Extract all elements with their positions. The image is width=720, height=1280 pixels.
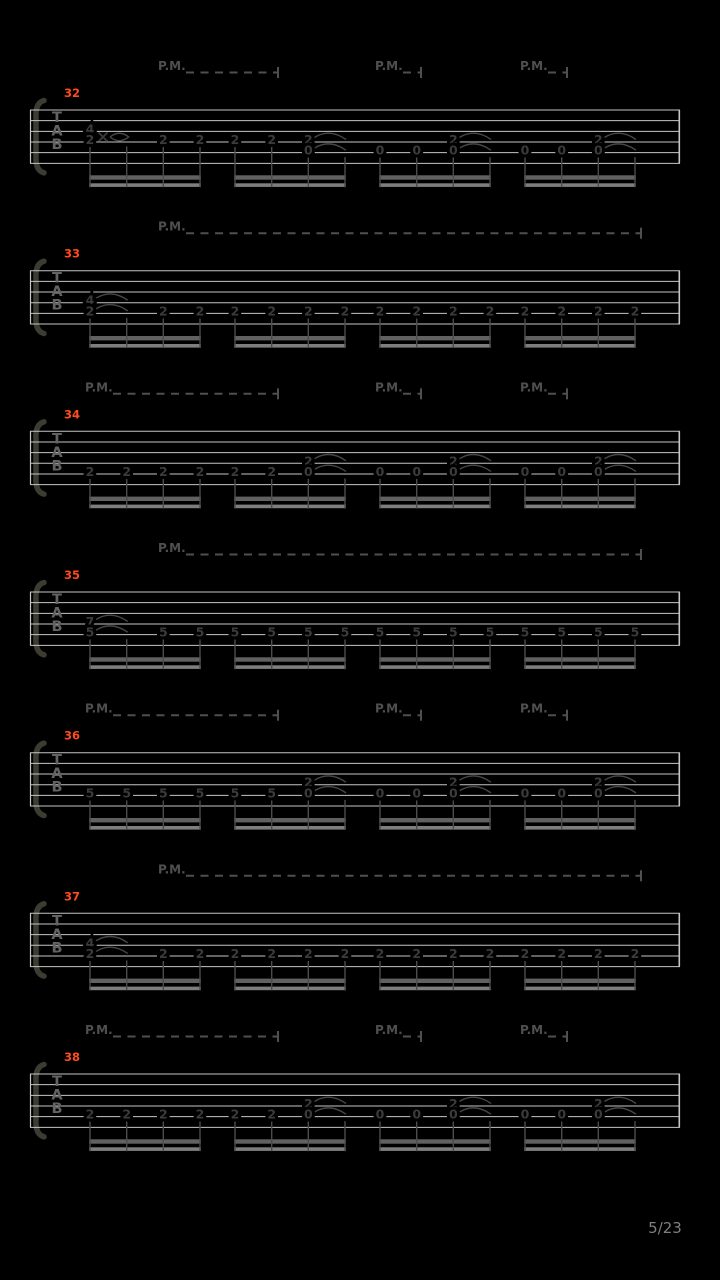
- beam-primary: [234, 979, 346, 983]
- tie-arc: [314, 465, 346, 471]
- beam-secondary: [524, 344, 636, 348]
- fret-number: 2: [230, 945, 240, 961]
- beam-secondary: [234, 665, 346, 669]
- fret-number: 0: [412, 463, 422, 479]
- fret-number: 5: [85, 624, 95, 640]
- fret-number: 0: [303, 463, 313, 479]
- fret-number: 2: [195, 463, 205, 479]
- beam-primary: [89, 175, 201, 179]
- fret-number: 2: [412, 303, 422, 319]
- fret-number: 2: [303, 1096, 313, 1111]
- fret-number: 5: [593, 624, 603, 640]
- tie-arc: [604, 133, 636, 139]
- fret-number: 2: [448, 453, 458, 469]
- tab-clef-letter: B: [51, 779, 63, 796]
- fret-number: 2: [195, 1106, 205, 1122]
- measure-number: 34: [64, 407, 81, 422]
- fret-number: 4: [85, 292, 95, 308]
- fret-number: 2: [158, 463, 168, 479]
- beam-primary: [379, 657, 491, 661]
- tab-clef-letter: B: [51, 137, 63, 153]
- tie-arc: [96, 294, 128, 300]
- fret-number: 2: [375, 303, 385, 319]
- palm-mute-label: P.M.: [375, 1023, 403, 1037]
- fret-number: 2: [122, 1106, 132, 1122]
- fret-number: 2: [448, 945, 458, 961]
- tab-staff-row: [30, 380, 680, 508]
- beam-secondary: [524, 183, 636, 187]
- tie-arc: [459, 133, 491, 139]
- tie-arc: [604, 455, 636, 461]
- fret-number: 2: [158, 303, 168, 319]
- tab-staff-row: [30, 59, 680, 187]
- tie-arc: [314, 133, 346, 139]
- palm-mute-label: P.M.: [375, 380, 403, 395]
- tie-arc: [314, 787, 346, 793]
- tie-arc: [96, 305, 128, 311]
- beam-secondary: [379, 665, 491, 669]
- fret-number: 5: [195, 624, 205, 640]
- fret-number: 0: [520, 785, 530, 801]
- fret-number: 2: [485, 945, 495, 961]
- fret-number: 2: [230, 303, 240, 319]
- beam-secondary: [234, 987, 346, 991]
- fret-number: 2: [520, 303, 530, 319]
- fret-number: 0: [593, 463, 603, 479]
- tie-arc: [314, 776, 346, 782]
- fret-number: 5: [85, 785, 95, 801]
- fret-number: 4: [85, 121, 95, 137]
- beam-secondary: [89, 665, 201, 669]
- tie-arc: [96, 626, 128, 632]
- tab-clef-letter: A: [51, 1087, 63, 1104]
- beam-secondary: [379, 1147, 491, 1151]
- beam-primary: [379, 336, 491, 340]
- fret-number: 5: [485, 624, 495, 640]
- tab-clef-letter: B: [51, 297, 63, 314]
- tab-staff-row: [30, 220, 680, 348]
- fret-number: 0: [448, 142, 458, 158]
- fret-number: 5: [122, 785, 132, 801]
- beam-secondary: [89, 1147, 201, 1151]
- palm-mute-label: P.M.: [520, 380, 548, 395]
- tie-arc: [314, 455, 346, 461]
- fret-number: 2: [122, 463, 132, 479]
- fret-number: 2: [158, 1106, 168, 1122]
- beam-primary: [524, 657, 636, 661]
- fret-number: 0: [520, 1106, 530, 1122]
- fret-number: 0: [593, 1106, 603, 1122]
- tie-arc: [604, 465, 636, 471]
- beam-primary: [379, 979, 491, 983]
- beam-primary: [89, 657, 201, 661]
- beam-secondary: [524, 987, 636, 991]
- palm-mute-label: P.M.: [158, 59, 186, 73]
- fret-number: 2: [303, 774, 313, 790]
- beam-primary: [524, 497, 636, 501]
- tab-clef-letter: T: [52, 913, 62, 930]
- fret-number: 5: [195, 785, 205, 801]
- tab-clef-letter: B: [51, 940, 63, 957]
- fret-number: 5: [375, 624, 385, 640]
- fret-number: 0: [448, 1106, 458, 1122]
- fret-number: 7: [85, 614, 95, 629]
- fret-number: 2: [303, 453, 313, 469]
- tie-arc: [96, 947, 128, 953]
- fret-number: 5: [412, 624, 422, 640]
- system-bracket: [36, 743, 44, 815]
- fret-number: 0: [375, 785, 385, 801]
- fret-number: 0: [520, 142, 530, 158]
- fret-number: 2: [448, 303, 458, 319]
- system-bracket: [36, 422, 44, 494]
- beam-secondary: [379, 344, 491, 348]
- tab-staff-row: [30, 1023, 680, 1151]
- fret-number: 2: [303, 945, 313, 961]
- system-bracket: [36, 904, 44, 976]
- tie-arc: [459, 144, 491, 150]
- fret-number: 5: [230, 624, 240, 640]
- measure-number: 36: [64, 728, 81, 743]
- fret-number: 2: [195, 132, 205, 147]
- system-bracket: [36, 101, 44, 173]
- beam-primary: [524, 175, 636, 179]
- beam-secondary: [379, 183, 491, 187]
- beam-secondary: [379, 826, 491, 830]
- fret-number: 2: [158, 132, 168, 147]
- page-indicator: 5/23: [648, 1219, 682, 1237]
- palm-mute-label: P.M.: [520, 1023, 548, 1037]
- fret-number: 2: [593, 1096, 603, 1111]
- fret-number: 5: [520, 624, 530, 640]
- fret-number: 2: [630, 945, 640, 961]
- fret-number: 5: [230, 785, 240, 801]
- tie-arc: [314, 1097, 346, 1103]
- fret-number: 2: [303, 303, 313, 319]
- system-bracket: [36, 583, 44, 655]
- tab-clef-letter: B: [51, 1101, 63, 1117]
- fret-number: 2: [593, 132, 603, 147]
- fret-number: 0: [303, 142, 313, 158]
- tie-arc: [459, 465, 491, 471]
- measure-number: 32: [64, 86, 81, 100]
- tie-arc: [314, 144, 346, 150]
- fret-number: 0: [557, 1106, 567, 1122]
- beam-primary: [89, 336, 201, 340]
- fret-number: 2: [267, 303, 277, 319]
- tab-staff-row: [30, 862, 680, 990]
- tab-clef-letter: A: [51, 926, 63, 943]
- fret-number: 2: [557, 303, 567, 319]
- tie-arc: [604, 787, 636, 793]
- beam-secondary: [234, 183, 346, 187]
- beam-secondary: [234, 1147, 346, 1151]
- fret-number: 2: [230, 132, 240, 147]
- beam-secondary: [524, 505, 636, 509]
- beam-secondary: [89, 826, 201, 830]
- beam-primary: [89, 1139, 201, 1143]
- beam-secondary: [89, 183, 201, 187]
- beam-primary: [379, 497, 491, 501]
- fret-number: 0: [593, 785, 603, 801]
- beam-primary: [524, 336, 636, 340]
- fret-number: 5: [448, 624, 458, 640]
- tie-arc: [459, 1097, 491, 1103]
- fret-number: 2: [593, 774, 603, 790]
- beam-primary: [379, 1139, 491, 1143]
- palm-mute-label: P.M.: [85, 1023, 113, 1037]
- tab-clef-letter: A: [51, 444, 63, 461]
- fret-number: 2: [557, 945, 567, 961]
- beam-primary: [89, 979, 201, 983]
- measure-number: 33: [64, 246, 81, 261]
- fret-number: 0: [448, 785, 458, 801]
- beam-primary: [234, 1139, 346, 1143]
- fret-number: 5: [158, 785, 168, 801]
- fret-number: 5: [340, 624, 350, 640]
- fret-number: 0: [375, 1106, 385, 1122]
- dead-note-lens: [110, 133, 129, 141]
- fret-number: 0: [412, 142, 422, 158]
- tab-staff-row: [30, 541, 680, 669]
- palm-mute-label: P.M.: [158, 219, 186, 234]
- fret-number: 2: [85, 945, 95, 961]
- tie-arc: [459, 1108, 491, 1114]
- beam-primary: [234, 175, 346, 179]
- palm-mute-label: P.M.: [85, 701, 113, 716]
- system-bracket: [36, 1065, 44, 1137]
- tie-arc: [604, 776, 636, 782]
- beam-primary: [234, 818, 346, 822]
- tie-arc: [459, 455, 491, 461]
- fret-number: 0: [557, 785, 567, 801]
- fret-number: 2: [593, 453, 603, 469]
- beam-secondary: [234, 505, 346, 509]
- fret-number: 2: [230, 1106, 240, 1122]
- tab-clef-letter: T: [52, 110, 62, 126]
- fret-number: 2: [375, 945, 385, 961]
- beam-primary: [89, 497, 201, 501]
- fret-number: 2: [195, 303, 205, 319]
- fret-number: 2: [158, 945, 168, 961]
- fret-number: 2: [593, 945, 603, 961]
- fret-number: 2: [85, 463, 95, 479]
- tie-arc: [604, 144, 636, 150]
- beam-secondary: [379, 987, 491, 991]
- fret-number: 2: [303, 132, 313, 147]
- fret-number: 2: [593, 303, 603, 319]
- fret-number: 0: [412, 1106, 422, 1122]
- tie-arc: [604, 1097, 636, 1103]
- fret-number: 2: [85, 303, 95, 319]
- fret-number: 2: [267, 463, 277, 479]
- fret-number: 2: [448, 774, 458, 790]
- fret-number: 0: [303, 1106, 313, 1122]
- tab-clef-letter: T: [52, 592, 62, 608]
- tie-arc: [459, 787, 491, 793]
- fret-number: 2: [630, 303, 640, 319]
- tab-clef-letter: T: [52, 431, 62, 448]
- beam-secondary: [89, 344, 201, 348]
- tab-clef-letter: A: [51, 766, 63, 783]
- fret-number: 5: [630, 624, 640, 640]
- fret-number: 0: [557, 463, 567, 479]
- beam-primary: [524, 818, 636, 822]
- fret-number: 5: [158, 624, 168, 640]
- beam-primary: [89, 818, 201, 822]
- fret-number: 2: [267, 945, 277, 961]
- tab-clef-letter: T: [52, 752, 62, 769]
- fret-number: 2: [412, 945, 422, 961]
- tie-arc: [604, 1108, 636, 1114]
- palm-mute-label: P.M.: [520, 701, 548, 716]
- system-bracket: [36, 261, 44, 333]
- fret-number: 5: [267, 624, 277, 640]
- palm-mute-label: P.M.: [158, 862, 186, 877]
- beam-secondary: [234, 344, 346, 348]
- fret-number: 2: [485, 303, 495, 319]
- fret-number: 2: [85, 1106, 95, 1122]
- fret-number: 5: [557, 624, 567, 640]
- tab-clef-letter: B: [51, 458, 63, 475]
- fret-number: 2: [448, 1096, 458, 1111]
- beam-primary: [524, 1139, 636, 1143]
- tie-arc: [96, 615, 128, 621]
- measure-number: 37: [64, 889, 81, 904]
- palm-mute-label: P.M.: [158, 541, 186, 555]
- tab-clef-letter: A: [51, 123, 63, 140]
- fret-number: 2: [267, 1106, 277, 1122]
- fret-number: 0: [375, 142, 385, 158]
- beam-primary: [379, 818, 491, 822]
- beam-secondary: [524, 1147, 636, 1151]
- beam-secondary: [524, 826, 636, 830]
- measure-number: 35: [64, 568, 81, 582]
- palm-mute-label: P.M.: [375, 59, 403, 73]
- tab-clef-letter: T: [52, 1074, 62, 1090]
- fret-number: 0: [375, 463, 385, 479]
- fret-number: 0: [303, 785, 313, 801]
- beam-secondary: [89, 505, 201, 509]
- fret-number: 2: [340, 945, 350, 961]
- tab-clef-letter: A: [51, 605, 63, 622]
- tab-clef-letter: T: [52, 270, 62, 287]
- fret-number: 4: [85, 935, 95, 951]
- beam-primary: [524, 979, 636, 983]
- beam-primary: [234, 497, 346, 501]
- tie-arc: [459, 776, 491, 782]
- fret-number: 5: [267, 785, 277, 801]
- tie-arc: [96, 937, 128, 943]
- fret-number: 0: [448, 463, 458, 479]
- fret-number: 0: [412, 785, 422, 801]
- fret-number: 2: [85, 132, 95, 147]
- tab-clef-letter: A: [51, 284, 63, 301]
- fret-number: 2: [230, 463, 240, 479]
- tab-staff-row: [30, 702, 680, 830]
- beam-primary: [234, 336, 346, 340]
- fret-number: 5: [303, 624, 313, 640]
- fret-number: 0: [593, 142, 603, 158]
- fret-number: 2: [520, 945, 530, 961]
- beam-primary: [379, 175, 491, 179]
- tab-clef-letter: B: [51, 619, 63, 635]
- beam-primary: [234, 657, 346, 661]
- palm-mute-label: P.M.: [85, 380, 113, 395]
- palm-mute-label: P.M.: [520, 59, 548, 73]
- fret-number: 0: [557, 142, 567, 158]
- beam-secondary: [524, 665, 636, 669]
- measure-number: 38: [64, 1050, 81, 1064]
- fret-number: 2: [340, 303, 350, 319]
- fret-number: 2: [267, 132, 277, 147]
- beam-secondary: [234, 826, 346, 830]
- fret-number: 2: [448, 132, 458, 147]
- fret-number: 0: [520, 463, 530, 479]
- beam-secondary: [89, 987, 201, 991]
- palm-mute-label: P.M.: [375, 701, 403, 716]
- fret-number: 2: [195, 945, 205, 961]
- beam-secondary: [379, 505, 491, 509]
- tie-arc: [314, 1108, 346, 1114]
